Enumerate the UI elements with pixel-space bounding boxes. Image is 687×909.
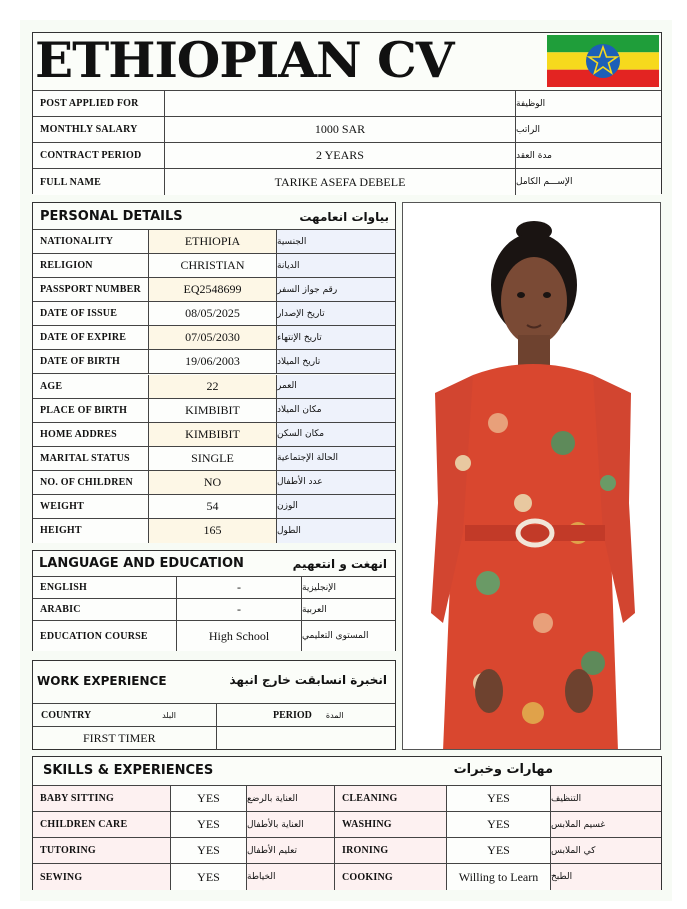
language-row-label-ar: الإنجليزية [302, 577, 395, 599]
work-experience-title: WORK EXPERIENCE [37, 674, 167, 688]
skills-cell-l-ar: الخياطة [247, 864, 335, 890]
skills-cell-l-label: BABY SITTING [33, 786, 171, 812]
personal-row-label: DATE OF BIRTH [33, 350, 149, 374]
header-row-label-ar: الراتب [516, 117, 661, 143]
skills-table [33, 785, 661, 889]
skills-cell-l-ar: العناية بالرضع [247, 786, 335, 812]
personal-row-value: 165 [149, 519, 277, 543]
skills-cell-r-value: Willing to Learn [447, 864, 551, 890]
header-row-value: 2 YEARS [165, 143, 516, 169]
personal-row-label-ar: الحالة الإجتماعية [277, 447, 395, 471]
personal-row-label-ar: الوزن [277, 495, 395, 519]
skills-cell-r-value: YES [447, 786, 551, 812]
personal-row-value: KIMBIBIT [149, 399, 277, 423]
work-experience-title-ar: انخبرة انسابقت خارج انبهذ [229, 673, 387, 687]
header-row-label: POST APPLIED FOR [33, 91, 165, 117]
header-row-label-ar: الإســـم الكامل [516, 169, 661, 195]
personal-details-box [32, 202, 396, 543]
personal-row-label-ar: تاريخ الإنتهاء [277, 326, 395, 350]
header-row-value [165, 91, 516, 117]
skills-cell-r-label: CLEANING [335, 786, 447, 812]
skills-cell-l-label: CHILDREN CARE [33, 812, 171, 838]
personal-row-value: ETHIOPIA [149, 230, 277, 254]
skills-title-ar: مهارات وخبرات [453, 762, 553, 777]
personal-row-label: DATE OF EXPIRE [33, 326, 149, 350]
skills-box [32, 756, 662, 890]
personal-row-label-ar: مكان السكن [277, 423, 395, 447]
language-education-box [32, 550, 396, 651]
personal-row-label: PLACE OF BIRTH [33, 399, 149, 423]
language-education-title: LANGUAGE AND EDUCATION [39, 556, 244, 571]
skills-cell-r-value: YES [447, 812, 551, 838]
personal-row-value: NO [149, 471, 277, 495]
skills-cell-l-ar: تعليم الأطفال [247, 838, 335, 864]
country-label: COUNTRY [41, 709, 92, 721]
skills-cell-r-ar: التنظيف [551, 786, 661, 812]
personal-row-label: DATE OF ISSUE [33, 302, 149, 326]
personal-row-value: EQ2548699 [149, 278, 277, 302]
personal-row-label-ar: العمر [277, 375, 395, 399]
personal-row-value: 08/05/2025 [149, 302, 277, 326]
header-row-value: TARIKE ASEFA DEBELE [165, 169, 516, 195]
cv-title: ETHIOPIAN CV [35, 31, 454, 89]
skills-cell-l-label: TUTORING [33, 838, 171, 864]
skills-cell-l-label: SEWING [33, 864, 171, 890]
skills-title: SKILLS & EXPERIENCES [43, 763, 214, 778]
personal-row-label: RELIGION [33, 254, 149, 278]
skills-cell-l-value: YES [171, 812, 247, 838]
cv-page [20, 20, 672, 901]
candidate-photo [402, 202, 661, 750]
personal-row-label-ar: الجنسية [277, 230, 395, 254]
skills-cell-r-label: WASHING [335, 812, 447, 838]
language-row-label-ar: المستوى التعليمي [302, 621, 395, 651]
personal-row-value: 22 [149, 375, 277, 399]
personal-row-label: WEIGHT [33, 495, 149, 519]
header-row-label-ar: الوظيفة [516, 91, 661, 117]
personal-details-table [33, 229, 395, 542]
personal-row-label-ar: رقم جواز السفر [277, 278, 395, 302]
work-experience-box [32, 660, 396, 750]
personal-row-value: 19/06/2003 [149, 350, 277, 374]
period-label-ar: المدة [325, 710, 344, 720]
personal-row-label: HOME ADDRES [33, 423, 149, 447]
header-box [32, 32, 662, 194]
language-row-value: - [177, 599, 302, 621]
personal-row-label: MARITAL STATUS [33, 447, 149, 471]
personal-row-label: NO. OF CHILDREN [33, 471, 149, 495]
language-row-label-ar: العربية [302, 599, 395, 621]
header-row-value: 1000 SAR [165, 117, 516, 143]
personal-row-label: AGE [33, 375, 149, 399]
personal-row-label: NATIONALITY [33, 230, 149, 254]
language-row-label: ARABIC [33, 599, 177, 621]
language-row-label: EDUCATION COURSE [33, 621, 177, 651]
personal-row-label-ar: الطول [277, 519, 395, 543]
country-label-ar: البلد [162, 710, 176, 720]
skills-cell-l-value: YES [171, 864, 247, 890]
language-row-label: ENGLISH [33, 577, 177, 599]
personal-row-value: CHRISTIAN [149, 254, 277, 278]
skills-cell-r-label: IRONING [335, 838, 447, 864]
skills-cell-l-value: YES [171, 838, 247, 864]
header-table [33, 90, 661, 194]
personal-row-label-ar: عدد الأطفال [277, 471, 395, 495]
header-row-label: CONTRACT PERIOD [33, 143, 165, 169]
personal-details-title-ar: بياوات انعامهت [299, 210, 389, 224]
personal-row-label-ar: تاريخ الإصدار [277, 302, 395, 326]
personal-details-title: PERSONAL DETAILS [40, 209, 183, 224]
personal-row-label-ar: تاريخ الميلاد [277, 350, 395, 374]
skills-cell-r-ar: غسيم الملابس [551, 812, 661, 838]
header-row-label: MONTHLY SALARY [33, 117, 165, 143]
language-row-value: - [177, 577, 302, 599]
language-education-table [33, 576, 395, 650]
header-row-label-ar: مدة العقد [516, 143, 661, 169]
personal-row-label-ar: مكان الميلاد [277, 399, 395, 423]
skills-cell-r-value: YES [447, 838, 551, 864]
personal-row-label: HEIGHT [33, 519, 149, 543]
skills-cell-l-ar: العناية بالأطفال [247, 812, 335, 838]
header-row-label: FULL NAME [33, 169, 165, 195]
personal-row-value: 07/05/2030 [149, 326, 277, 350]
work-experience-value: FIRST TIMER [83, 731, 156, 745]
skills-cell-r-label: COOKING [335, 864, 447, 890]
personal-row-value: 54 [149, 495, 277, 519]
period-label: PERIOD [273, 709, 312, 721]
language-education-title-ar: انهغت و انتعهيم [292, 557, 387, 571]
personal-row-label-ar: الديانة [277, 254, 395, 278]
skills-cell-l-value: YES [171, 786, 247, 812]
skills-cell-r-ar: الطبخ [551, 864, 661, 890]
language-row-value: High School [177, 621, 302, 651]
personal-row-label: PASSPORT NUMBER [33, 278, 149, 302]
skills-cell-r-ar: كي الملابس [551, 838, 661, 864]
personal-row-value: KIMBIBIT [149, 423, 277, 447]
personal-row-value: SINGLE [149, 447, 277, 471]
ethiopian-flag [547, 35, 659, 87]
